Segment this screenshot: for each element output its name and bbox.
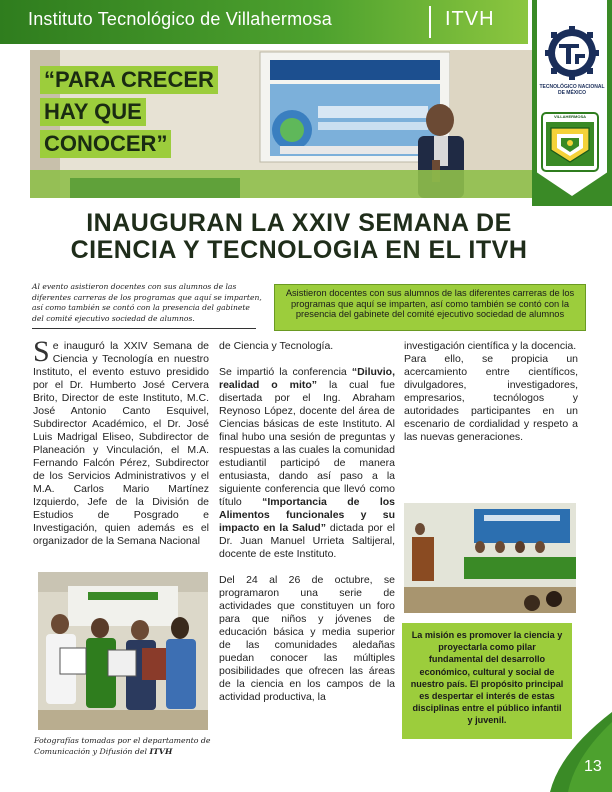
- slogan-line-3: CONOCER”: [40, 130, 171, 158]
- article-paragraph-1: e inauguró la XXIV Semana de Ciencia y Tecnología en nuestro Instituto, el evento estuvo presidido por el Dr. Humberto José Cervera Brito, Director de este Instituto, M.C. José Antonio Canto Esquivel, Subdirector Académico, el Dr. José Luis Madrigal Eliseo, Subdirector de Planeación y Vinculación, el M.A. Fernando Falcón Pérez, Subdirector de los Servicios Administrativos y el M.A. Carlos Mario Martínez Izquierdo, Jefe de la División de Estudios de Posgrado e Investigación, quien además es el organizador de la Semana Nacional: [33, 340, 209, 547]
- itvh-seal-label: VILLAHERMOSA: [554, 114, 586, 119]
- mission-callout: La misión es promover la ciencia y proyectarla como pilar fundamental del desarrollo económico, cultural y social de nuestro país. El propósito principal es despertar el interés de estas disciplinas entre el público infantil y juvenil.: [402, 623, 572, 739]
- headline-line-2: CIENCIA Y TECNOLOGIA EN EL ITVH: [70, 236, 528, 264]
- p2-text-a: Se impartió la conferencia: [219, 366, 352, 378]
- audience-photo-illustration: [404, 503, 576, 613]
- article-headline: [34, 210, 564, 264]
- slogan-line-1: “PARA CRECER: [40, 66, 218, 94]
- tecnm-gear-logo-icon: [545, 26, 599, 80]
- article-paragraph-4: Para ello, se propicia un acercamiento entre científicos, divulgadores, investigadores, empresarios, tecnólogos y autoridades participantes en un escenario de cordialidad y respeto a las nuevas generaciones.: [404, 353, 578, 443]
- conference-title-1: “Diluvio, realidad o mito”: [219, 366, 395, 391]
- page-number: 13: [584, 758, 602, 775]
- header-divider: [429, 6, 431, 38]
- drop-cap: S: [33, 335, 50, 368]
- p2-text-c: la cual fue disertada por el Ing. Abraham Reynoso López, docente del área de Ciencias básicas de este Instituto. Al final hubo una sesión de preguntas y respuestas a las cuales la comunidad estudiantil participó de manera entusiasta, dando así paso a la siguiente conferencia que llevó como título: [219, 379, 395, 508]
- photo-credit-institute: ITVH: [149, 746, 173, 756]
- photo-credit-text: Fotografías tomadas por el departamento de Comunicación y Difusión del: [34, 736, 211, 756]
- caption-underline: [32, 328, 256, 329]
- slogan-line-2: HAY QUE: [40, 98, 146, 126]
- itvh-seal-icon: [541, 112, 599, 172]
- group-photo-illustration: [38, 572, 208, 730]
- article-column-1: [33, 335, 209, 548]
- article-paragraph-1-end: de Ciencia y Tecnología.: [219, 340, 334, 352]
- article-column-2: [219, 340, 395, 717]
- institute-name: Instituto Tecnológico de Villahermosa: [28, 9, 332, 29]
- tecnm-label: TECNOLÓGICO NACIONAL DE MÉXICO: [539, 84, 605, 96]
- article-paragraph-2: [219, 366, 395, 561]
- slogan-block: [40, 66, 214, 162]
- photo-caption: Al evento asistieron docentes con sus alumnos de las diferentes carreras de los programas que aquí se imparten, así como también se contó con la presencia del gabinete del comité ejecutivo sociedad de alumnos.: [32, 282, 262, 323]
- page-corner-decoration: [520, 712, 612, 792]
- highlight-callout: Asistieron docentes con sus alumnos de las diferentes carreras de los programas que aquí se imparten, así como también se contó con la presencia del gabinete del comité ejecutivo sociedad de alumnos: [274, 284, 586, 331]
- audience-photo: [404, 503, 576, 613]
- group-photo-posters: [38, 572, 208, 730]
- article-column-3: [404, 340, 578, 444]
- conference-title-2: “Importancia de los Alimentos funcionales y su impacto en la Salud”: [219, 496, 395, 534]
- article-paragraph-3: Del 24 al 26 de octubre, se programaron una serie de actividades que constituyen un foro para que niños y jóvenes de educación básica y media superior de las comunidades aledañas puedan conocer las múltiples posibilidades que ofrecen las áreas de la ciencia en los campos de la actividad productiva, la: [219, 574, 395, 703]
- photo-credit: [34, 736, 254, 757]
- p2-text-e: dictada por el Dr. Juan Manuel Urrieta Saltijeral, docente de este Instituto.: [219, 522, 395, 560]
- headline-line-1: INAUGURAN LA XXIV SEMANA DE: [86, 209, 512, 237]
- institute-acronym: ITVH: [445, 8, 495, 30]
- article-paragraph-3-end: investigación científica y la docencia.: [404, 340, 577, 352]
